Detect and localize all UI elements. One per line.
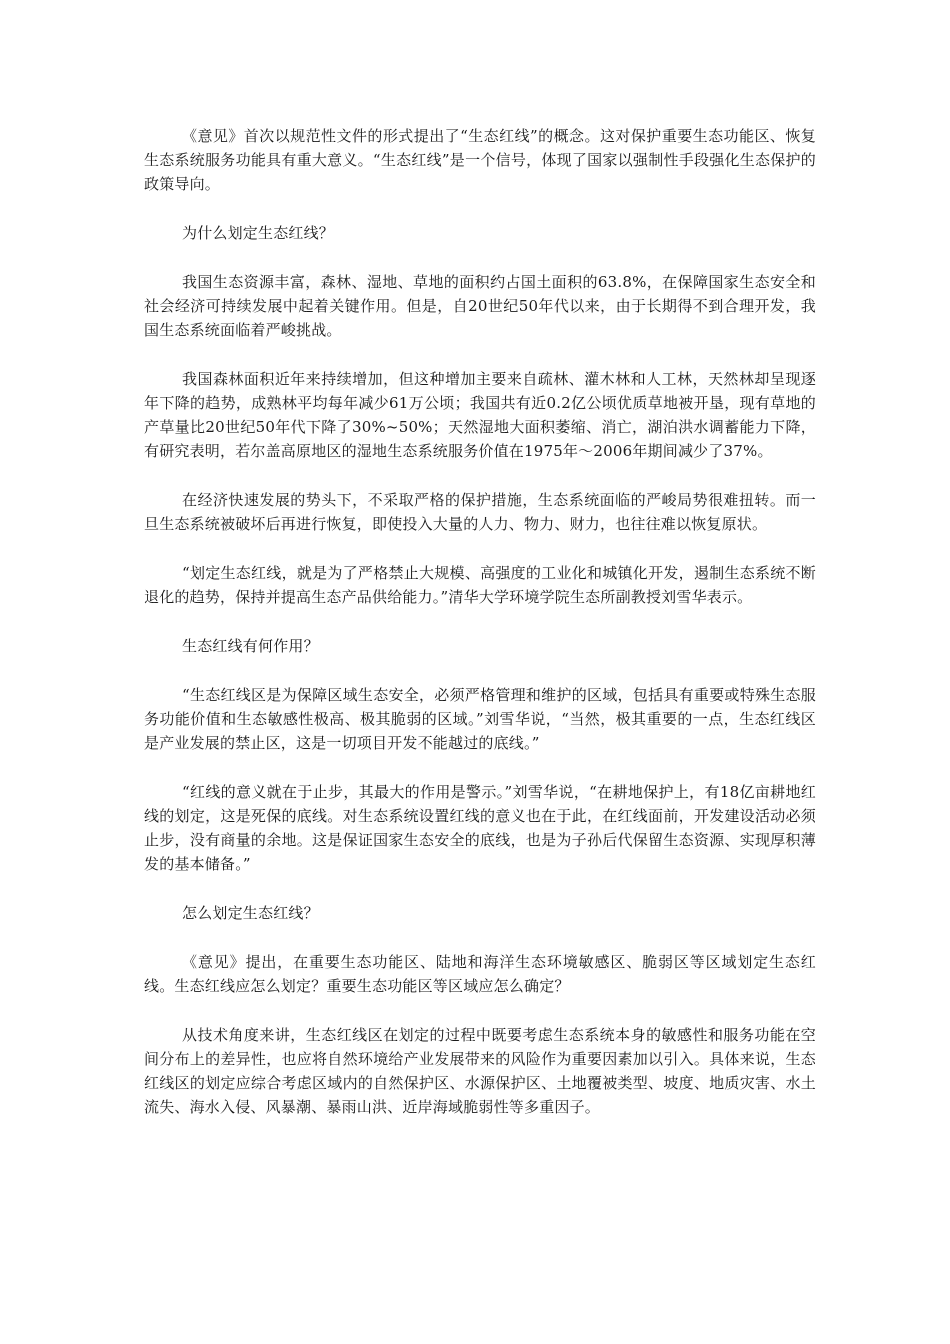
paragraph-technical: 从技术角度来讲，生态红线区在划定的过程中既要考虑生态系统本身的敏感性和服务功能在空间分布上的差异性，也应将自然环境给产业发展带来的风险作为重要因素加以引入。具体来说，生态红线区的划定应综合考虑区域内的自然保护区、水源保护区、土地覆被类型、坡度、地质灾害、水土流失、海水入侵、风暴潮、暴雨山洪、近岸海域脆弱性等多重因子。 — [144, 1026, 816, 1116]
paragraph-resources: 我国生态资源丰富，森林、湿地、草地的面积约占国土面积的63.8%，在保障国家生态安全和社会经济可持续发展中起着关键作用。但是，自20世纪50年代以来，由于长期得不到合理开发，我国生态系统面临着严峻挑战。 — [144, 273, 816, 339]
section-heading-how: 怎么划定生态红线？ — [182, 904, 319, 922]
paragraph-quote-liu: “划定生态红线，就是为了严格禁止大规模、高强度的工业化和城镇化开发，遏制生态系统不断退化的趋势，保持并提高生态产品供给能力。”清华大学环境学院生态所副教授刘雪华表示。 — [144, 564, 816, 606]
paragraph-forest-grassland: 我国森林面积近年来持续增加，但这种增加主要来自疏林、灌木林和人工林，天然林却呈现逐年下降的趋势，成熟林平均每年减少61万公顷；我国共有近0.2亿公顷优质草地被开垦，现有草地的产草量比20世纪50年代下降了30%~50%；天然湿地大面积萎缩、消亡，湖泊洪水调蓄能力下降，有研究表明，若尔盖高原地区的湿地生态系统服务价值在1975年～2006年期间减少了37%。 — [144, 370, 816, 460]
section-heading-role: 生态红线有何作用？ — [182, 637, 319, 655]
paragraph-warning: “红线的意义就在于止步，其最大的作用是警示。”刘雪华说，“在耕地保护上，有18亿亩耕地红线的划定，这是死保的底线。对生态系统设置红线的意义也在于此，在红线面前，开发建设活动必须止步，没有商量的余地。这是保证国家生态安全的底线，也是为子孙后代保留生态资源、实现厚积薄发的基本储备。” — [144, 783, 816, 873]
paragraph-economy: 在经济快速发展的势头下，不采取严格的保护措施，生态系统面临的严峻局势很难扭转。而一旦生态系统被破坏后再进行恢复，即使投入大量的人力、物力、财力，也往往难以恢复原状。 — [144, 491, 816, 533]
document-page — [144, 124, 816, 1144]
paragraph-redline-zone: “生态红线区是为保障区域生态安全，必须严格管理和维护的区域，包括具有重要或特殊生态服务功能价值和生态敏感性极高、极其脆弱的区域。”刘雪华说，“当然，极其重要的一点，生态红线区是产业发展的禁止区，这是一切项目开发不能越过的底线。” — [144, 686, 816, 752]
section-heading-why: 为什么划定生态红线？ — [182, 224, 335, 242]
paragraph-opinion: 《意见》提出，在重要生态功能区、陆地和海洋生态环境敏感区、脆弱区等区域划定生态红线。生态红线应怎么划定？重要生态功能区等区域应怎么确定？ — [144, 953, 816, 995]
paragraph-intro: 《意见》首次以规范性文件的形式提出了“生态红线”的概念。这对保护重要生态功能区、恢复生态系统服务功能具有重大意义。“生态红线”是一个信号，体现了国家以强制性手段强化生态保护的政策导向。 — [144, 127, 816, 193]
